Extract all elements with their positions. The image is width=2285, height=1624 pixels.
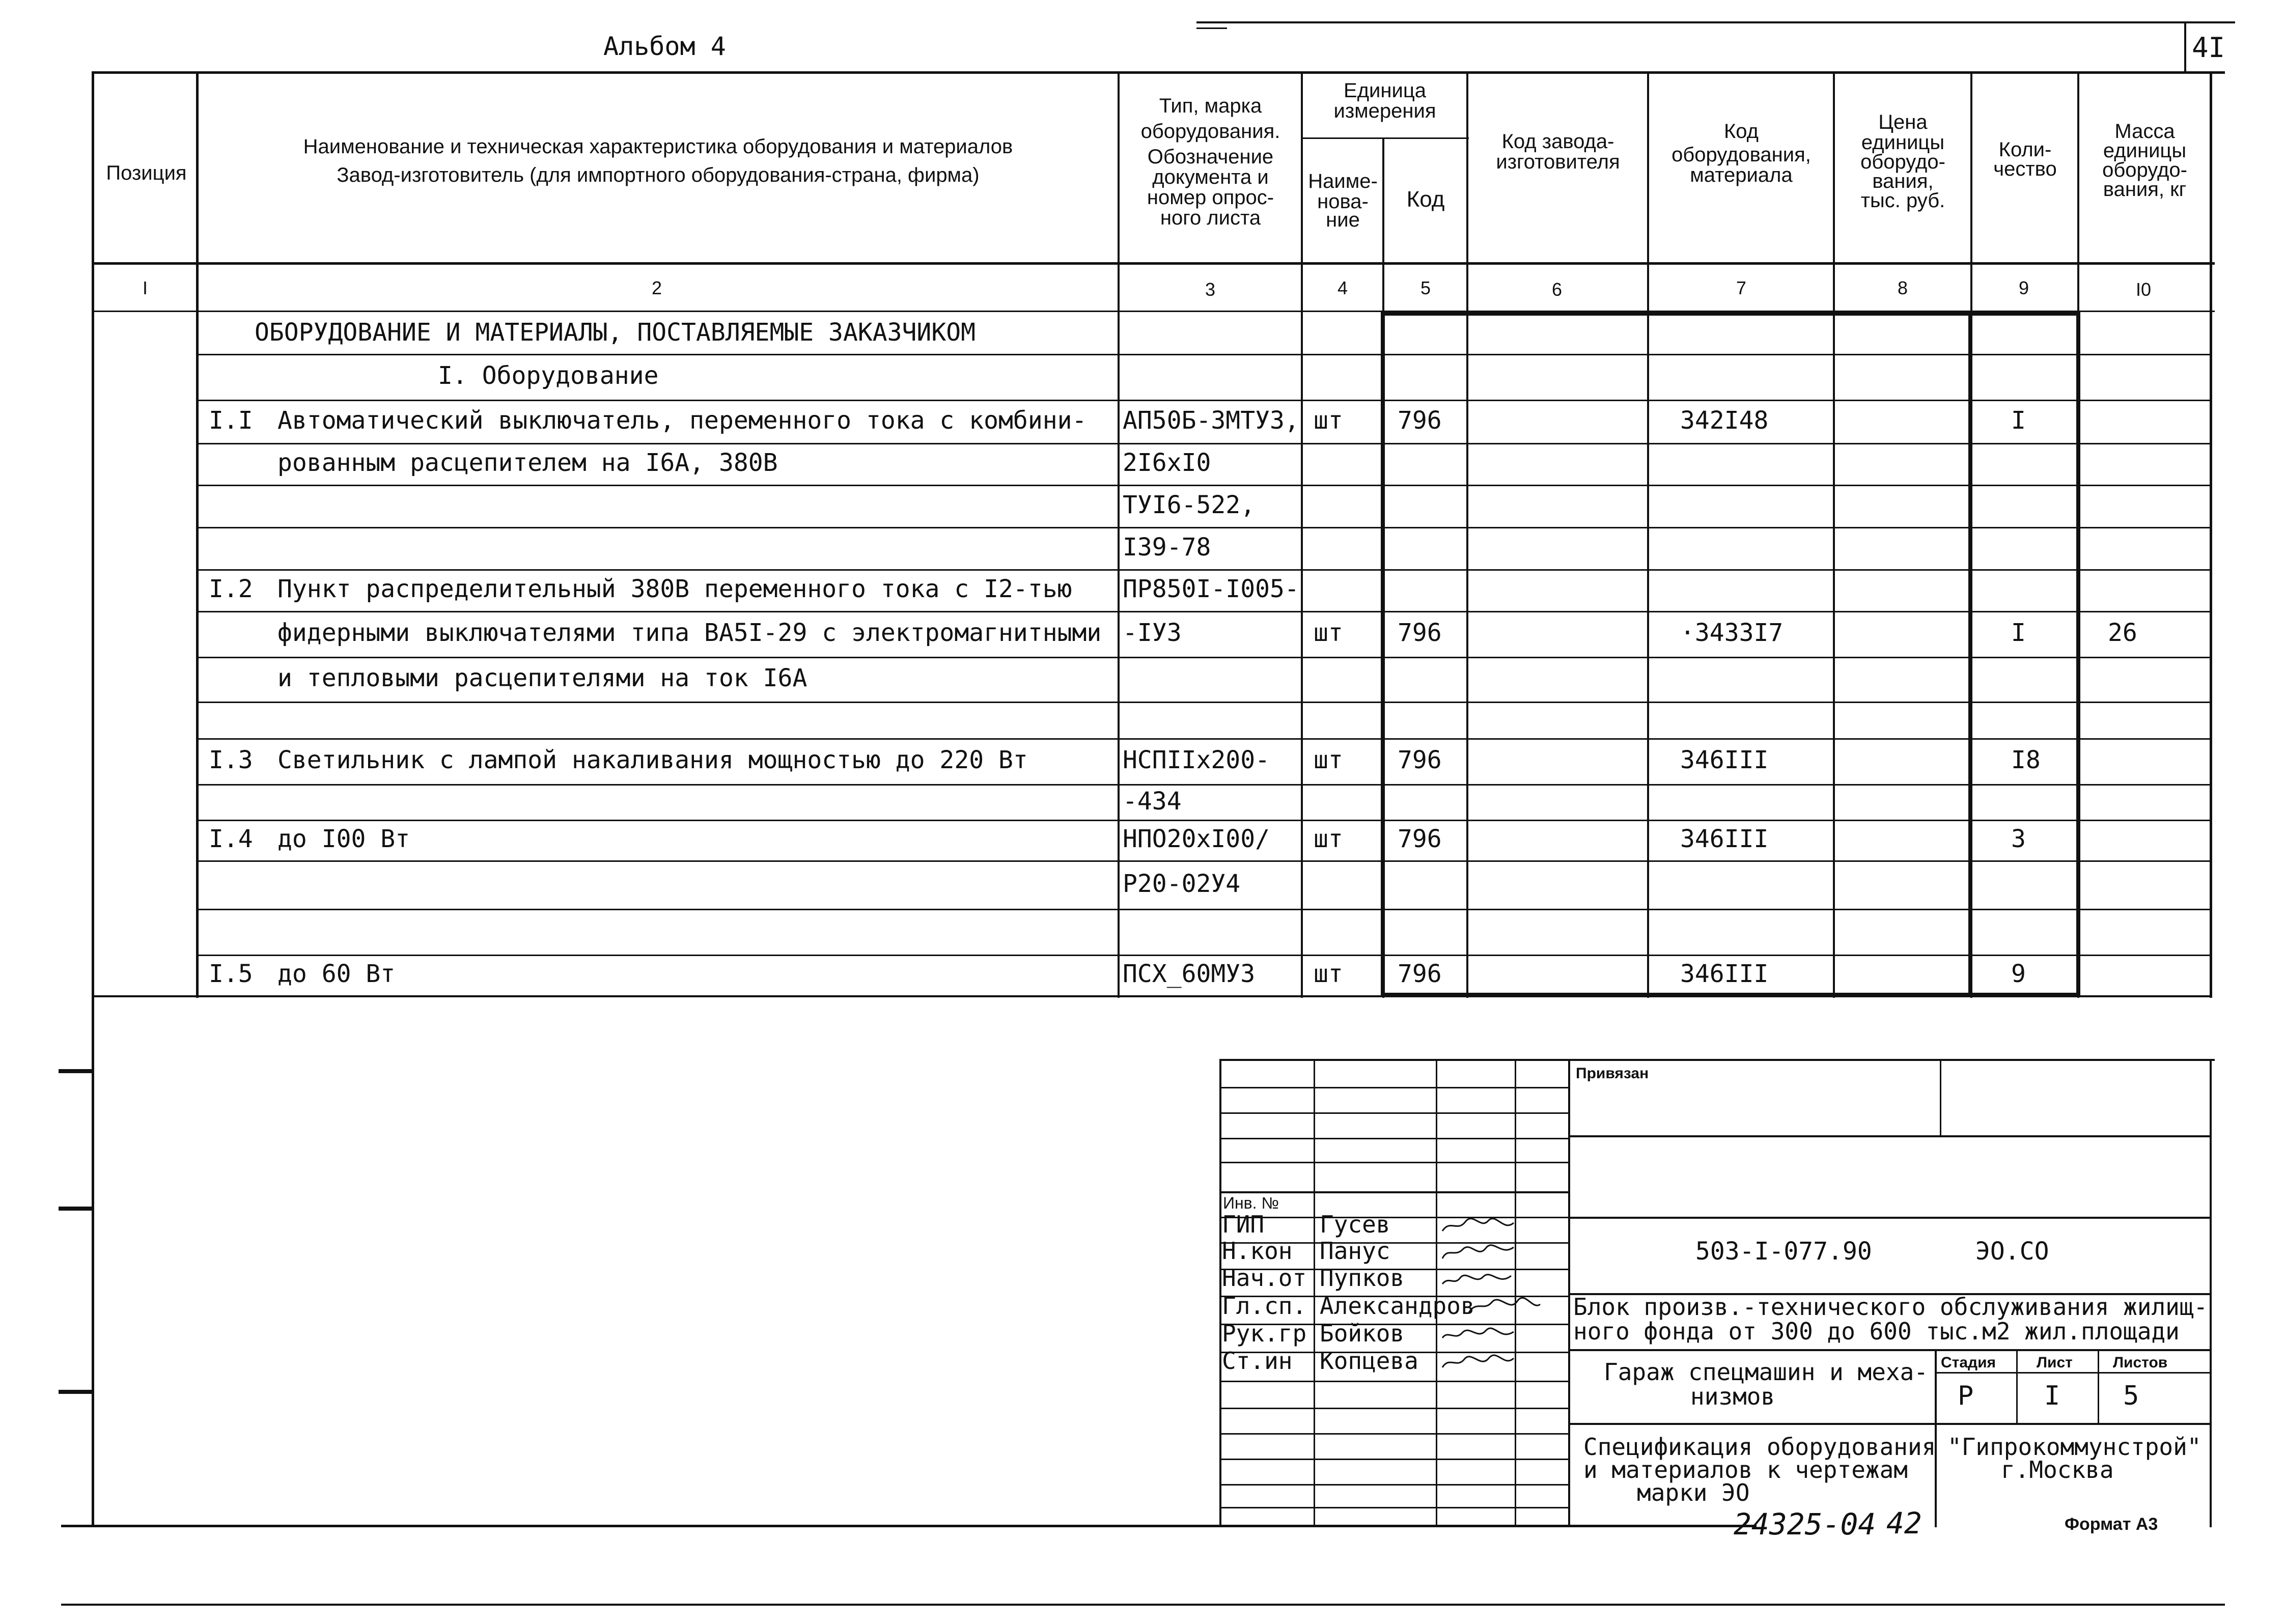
staff-name-stin: Копцева bbox=[1320, 1347, 1418, 1375]
table-row-separator bbox=[196, 485, 2212, 486]
table-row-separator bbox=[196, 702, 2212, 703]
doc-mark: ЭО.СО bbox=[1975, 1237, 2049, 1266]
table-row-separator bbox=[196, 443, 2212, 444]
cell-type: Р20-02У4 bbox=[1123, 869, 1241, 898]
privyazan-label: Привязан bbox=[1576, 1065, 1649, 1082]
cell-code: 342I48 bbox=[1680, 406, 1769, 435]
signature-panus bbox=[1440, 1243, 1516, 1262]
cell-code: ·3433I7 bbox=[1680, 619, 1784, 647]
spec-title-line1: Спецификация оборудования bbox=[1583, 1433, 1936, 1461]
cell-name: до 60 Вт bbox=[277, 960, 396, 988]
cell-type: ПР850I-I005- bbox=[1123, 575, 1299, 603]
cell-type: АП50Б-ЗМТУЗ, bbox=[1123, 406, 1299, 435]
spec-title-line3: марки ЭО bbox=[1637, 1479, 1750, 1506]
cell-type: -IУЗ bbox=[1123, 619, 1182, 647]
sheet-label: Лист bbox=[2037, 1354, 2073, 1371]
staff-role-nkon: Н.кон bbox=[1222, 1237, 1293, 1265]
signature-pupkov bbox=[1440, 1271, 1516, 1289]
table-row-separator bbox=[196, 611, 2212, 612]
cell-unit: шт bbox=[1314, 960, 1343, 988]
cell-pos: I.4 bbox=[209, 825, 253, 853]
cell-pos: I.3 bbox=[209, 746, 253, 774]
cell-name: ОБОРУДОВАНИЕ И МАТЕРИАЛЫ, ПОСТАВЛЯЕМЫЕ ЗАКАЗЧИКОМ bbox=[255, 318, 976, 347]
staff-name-nkon: Панус bbox=[1320, 1237, 1390, 1265]
table-row-separator bbox=[196, 860, 2212, 862]
table-row-separator bbox=[196, 820, 2212, 821]
top-rule bbox=[1196, 21, 2235, 23]
cell-code: 346III bbox=[1680, 746, 1769, 774]
page-number: 4I bbox=[2192, 32, 2225, 64]
cell-name: фидерными выключателями типа ВА5I-29 с электромагнитными bbox=[277, 619, 1102, 647]
doc-number: 503-I-077.90 bbox=[1695, 1237, 1872, 1266]
archive-page: 42 bbox=[1886, 1506, 1922, 1541]
cell-type: I39-78 bbox=[1123, 533, 1211, 562]
cell-type: ТУI6-522, bbox=[1123, 490, 1256, 519]
staff-role-nachot: Нач.от bbox=[1222, 1264, 1307, 1292]
cell-pos: I.2 bbox=[209, 575, 253, 603]
cell-type: ПСХ_60МУЗ bbox=[1123, 960, 1256, 988]
staff-role-glsp: Гл.сп. bbox=[1222, 1292, 1307, 1320]
archive-number: 24325-04 bbox=[1734, 1507, 1876, 1542]
table-row-separator bbox=[196, 909, 2212, 910]
table-row-separator bbox=[196, 527, 2212, 528]
organization-name: "Гипрокоммунстрой" bbox=[1947, 1433, 2202, 1461]
col-header-name-line1: Наименование и техническая характеристика оборудования и материалов bbox=[303, 135, 1013, 158]
format-label: Формат А3 bbox=[2065, 1515, 2158, 1534]
cell-qty: I bbox=[2011, 619, 2026, 647]
signature-koptseva bbox=[1440, 1353, 1516, 1371]
project-title-line1: Блок произв.-технического обслуживания жилищ- bbox=[1573, 1293, 2208, 1321]
staff-name-rukgr: Бойков bbox=[1320, 1320, 1405, 1347]
cell-name: и тепловыми расцепителями на ток I6А bbox=[277, 664, 807, 692]
cell-qty: I8 bbox=[2011, 746, 2041, 774]
col-header-name-line2: Завод-изготовитель (для импортного оборудования-страна, фирма) bbox=[337, 164, 980, 186]
col-header-unit-code: Код bbox=[1406, 187, 1445, 212]
signature-gusev bbox=[1440, 1217, 1516, 1235]
object-title-line1: Гараж спецмашин и меха- bbox=[1604, 1358, 1928, 1386]
staff-role-gip: ГИП bbox=[1222, 1211, 1265, 1238]
table-row-separator bbox=[196, 955, 2212, 956]
cell-code: 346III bbox=[1680, 825, 1769, 853]
object-title-line2: низмов bbox=[1690, 1383, 1775, 1410]
cell-qty: 9 bbox=[2011, 960, 2026, 988]
cell-unit-code: 796 bbox=[1398, 406, 1442, 435]
cell-unit: шт bbox=[1314, 619, 1343, 647]
staff-name-glsp: Александров bbox=[1320, 1292, 1475, 1320]
table-row-separator bbox=[196, 784, 2212, 786]
cell-mass: 26 bbox=[2108, 619, 2137, 647]
cell-name: I. Оборудование bbox=[438, 361, 659, 390]
cell-name: до I00 Вт bbox=[277, 825, 410, 853]
cell-type: -434 bbox=[1123, 787, 1182, 816]
page-number-border bbox=[2184, 21, 2186, 72]
cell-code: 346III bbox=[1680, 960, 1769, 988]
cell-unit-code: 796 bbox=[1398, 746, 1442, 774]
cell-name: Пункт распределительный 380В переменного тока с I2-тью bbox=[277, 575, 1072, 603]
cell-unit: шт bbox=[1314, 825, 1343, 853]
signature-boykov bbox=[1440, 1326, 1516, 1344]
stage-label: Стадия bbox=[1941, 1354, 1996, 1371]
table-row-separator bbox=[196, 569, 2212, 571]
sheet-value: I bbox=[2044, 1381, 2060, 1411]
stage-value: Р bbox=[1958, 1381, 1974, 1411]
cell-type: НПО20хI00/ bbox=[1123, 825, 1270, 853]
cell-qty: 3 bbox=[2011, 825, 2026, 853]
table-row-separator bbox=[196, 400, 2212, 401]
col-header-position: Позиция bbox=[106, 162, 187, 184]
signature-aleksandrov bbox=[1466, 1297, 1543, 1315]
cell-qty: I bbox=[2011, 406, 2026, 435]
staff-name-nachot: Пупков bbox=[1320, 1264, 1405, 1292]
cell-name: Автоматический выключатель, переменного тока с комбини- bbox=[277, 406, 1087, 435]
table-row-separator bbox=[196, 657, 2212, 658]
cell-name: рованным расцепителем на I6А, 380В bbox=[277, 449, 778, 477]
staff-name-gip: Гусев bbox=[1320, 1211, 1390, 1238]
cell-type: 2I6хI0 bbox=[1123, 449, 1211, 477]
cell-unit-code: 796 bbox=[1398, 825, 1442, 853]
project-title-line2: ного фонда от 300 до 600 тыс.м2 жил.площади bbox=[1573, 1318, 2180, 1345]
cell-unit-code: 796 bbox=[1398, 960, 1442, 988]
staff-role-stin: Ст.ин bbox=[1222, 1347, 1293, 1375]
sheets-label: Листов bbox=[2113, 1354, 2168, 1371]
cell-name: Светильник с лампой накаливания мощностью до 220 Вт bbox=[277, 746, 1028, 774]
spec-title-line2: и материалов к чертежам bbox=[1583, 1456, 1908, 1483]
table-row-separator bbox=[196, 738, 2212, 740]
album-label: Альбом 4 bbox=[603, 32, 726, 61]
staff-role-rukgr: Рук.гр bbox=[1222, 1320, 1307, 1347]
sheets-value: 5 bbox=[2123, 1381, 2139, 1411]
cell-unit-code: 796 bbox=[1398, 619, 1442, 647]
cell-pos: I.5 bbox=[209, 960, 253, 988]
organization-city: г.Москва bbox=[2001, 1456, 2114, 1483]
cell-unit: шт bbox=[1314, 746, 1343, 774]
inv-no-label: Инв. № bbox=[1223, 1194, 1279, 1212]
cell-unit: шт bbox=[1314, 406, 1343, 435]
table-row-separator bbox=[196, 354, 2212, 355]
top-rule-short bbox=[1196, 27, 1227, 29]
cell-type: НСПIIх200- bbox=[1123, 746, 1270, 774]
table-bottom-line bbox=[92, 995, 2212, 997]
cell-pos: I.I bbox=[209, 406, 253, 435]
